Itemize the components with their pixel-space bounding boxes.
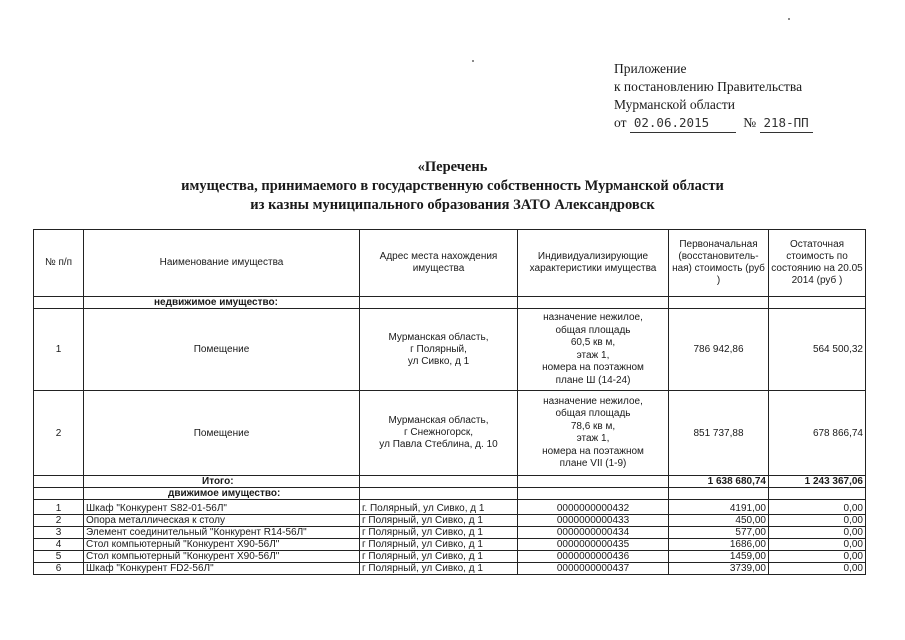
row-characteristics: назначение нежилое, общая площадь 78,6 кв м, этаж 1, номера на поэтажном плане VII (1-9)	[518, 391, 669, 476]
row-code: 0000000000434	[518, 527, 669, 539]
row-residual-cost: 0,00	[769, 551, 866, 563]
row-name: Стол компьютерный "Конкурент X90-56Л"	[84, 551, 360, 563]
table-row	[34, 539, 866, 551]
row-num: 1	[34, 309, 84, 391]
resolution-date: 02.06.2015	[630, 114, 736, 133]
table-row	[34, 500, 866, 515]
row-address: Мурманская область, г Снежногорск, ул Павла Стеблина, д. 10	[360, 391, 518, 476]
row-initial-cost: 851 737,88	[669, 391, 769, 476]
row-name: Элемент соединительный "Конкурент R14-56Л"	[84, 527, 360, 539]
appendix-block	[614, 60, 813, 133]
section-movable-label: движимое имущество:	[84, 488, 360, 500]
table-row	[34, 551, 866, 563]
table-row	[34, 309, 866, 391]
total-label: Итого:	[84, 476, 360, 488]
appendix-date-line	[614, 114, 813, 133]
row-num: 6	[34, 563, 84, 575]
title-line-2: имущества, принимаемого в государственную собственность Мурманской области	[181, 178, 724, 194]
scan-speck	[788, 18, 790, 20]
row-initial-cost: 450,00	[669, 515, 769, 527]
row-num: 3	[34, 527, 84, 539]
row-residual-cost: 0,00	[769, 539, 866, 551]
row-initial-cost: 786 942,86	[669, 309, 769, 391]
row-residual-cost: 0,00	[769, 500, 866, 515]
row-address: Мурманская область, г Полярный, ул Сивко, д 1	[360, 309, 518, 391]
row-code: 0000000000432	[518, 500, 669, 515]
number-prefix: №	[743, 115, 757, 130]
row-num: 5	[34, 551, 84, 563]
row-num: 4	[34, 539, 84, 551]
row-name: Опора металлическая к столу	[84, 515, 360, 527]
appendix-line-1: Приложение	[614, 61, 687, 76]
table-row	[34, 563, 866, 575]
row-name: Помещение	[84, 309, 360, 391]
row-initial-cost: 4191,00	[669, 500, 769, 515]
row-address: г Полярный, ул Сивко, д 1	[360, 551, 518, 563]
row-residual-cost: 0,00	[769, 527, 866, 539]
section-row-immovable	[34, 297, 866, 309]
row-address: г Полярный, ул Сивко, д 1	[360, 539, 518, 551]
row-name: Помещение	[84, 391, 360, 476]
total-row	[34, 476, 866, 488]
resolution-number: 218-ПП	[760, 114, 813, 133]
row-address: г Полярный, ул Сивко, д 1	[360, 563, 518, 575]
table-row	[34, 515, 866, 527]
scan-speck	[472, 60, 474, 62]
document-title	[0, 158, 905, 215]
row-residual-cost: 0,00	[769, 563, 866, 575]
row-residual-cost: 564 500,32	[769, 309, 866, 391]
header-name: Наименование имущества	[84, 230, 360, 297]
header-residual-cost: Остаточная стоимость по состоянию на 20.05 2014 (руб )	[769, 230, 866, 297]
table-row	[34, 391, 866, 476]
row-name: Шкаф "Конкурент FD2-56Л"	[84, 563, 360, 575]
row-initial-cost: 1459,00	[669, 551, 769, 563]
row-characteristics: назначение нежилое, общая площадь 60,5 кв м, этаж 1, номера на поэтажном плане Ш (14-24)	[518, 309, 669, 391]
date-prefix: от	[614, 115, 627, 130]
section-immovable-label: недвижимое имущество:	[84, 297, 360, 309]
row-residual-cost: 678 866,74	[769, 391, 866, 476]
row-address: г. Полярный, ул Сивко, д 1	[360, 500, 518, 515]
header-num: № п/п	[34, 230, 84, 297]
row-code: 0000000000436	[518, 551, 669, 563]
row-num: 2	[34, 391, 84, 476]
row-residual-cost: 0,00	[769, 515, 866, 527]
title-line-1: «Перечень	[417, 159, 488, 175]
header-characteristics: Индивидуализирующие характеристики имущества	[518, 230, 669, 297]
table-header-row	[34, 230, 866, 297]
row-initial-cost: 3739,00	[669, 563, 769, 575]
property-table	[33, 229, 866, 575]
total-residual-cost: 1 243 367,06	[769, 476, 866, 488]
row-name: Стол компьютерный "Конкурент X90-56Л"	[84, 539, 360, 551]
title-line-3: из казны муниципального образования ЗАТО Александровск	[250, 197, 655, 213]
row-initial-cost: 1686,00	[669, 539, 769, 551]
row-num: 2	[34, 515, 84, 527]
table-row	[34, 527, 866, 539]
header-address: Адрес места нахождения имущества	[360, 230, 518, 297]
row-num: 1	[34, 500, 84, 515]
row-address: г Полярный, ул Сивко, д 1	[360, 515, 518, 527]
row-code: 0000000000433	[518, 515, 669, 527]
appendix-line-3: Мурманской области	[614, 97, 735, 112]
header-initial-cost: Первоначальная (восстановитель-ная) стоимость (руб )	[669, 230, 769, 297]
total-initial-cost: 1 638 680,74	[669, 476, 769, 488]
row-address: г Полярный, ул Сивко, д 1	[360, 527, 518, 539]
row-code: 0000000000437	[518, 563, 669, 575]
appendix-line-2: к постановлению Правительства	[614, 79, 803, 94]
section-row-movable	[34, 488, 866, 500]
row-name: Шкаф "Конкурент S82-01-56Л"	[84, 500, 360, 515]
row-initial-cost: 577,00	[669, 527, 769, 539]
row-code: 0000000000435	[518, 539, 669, 551]
